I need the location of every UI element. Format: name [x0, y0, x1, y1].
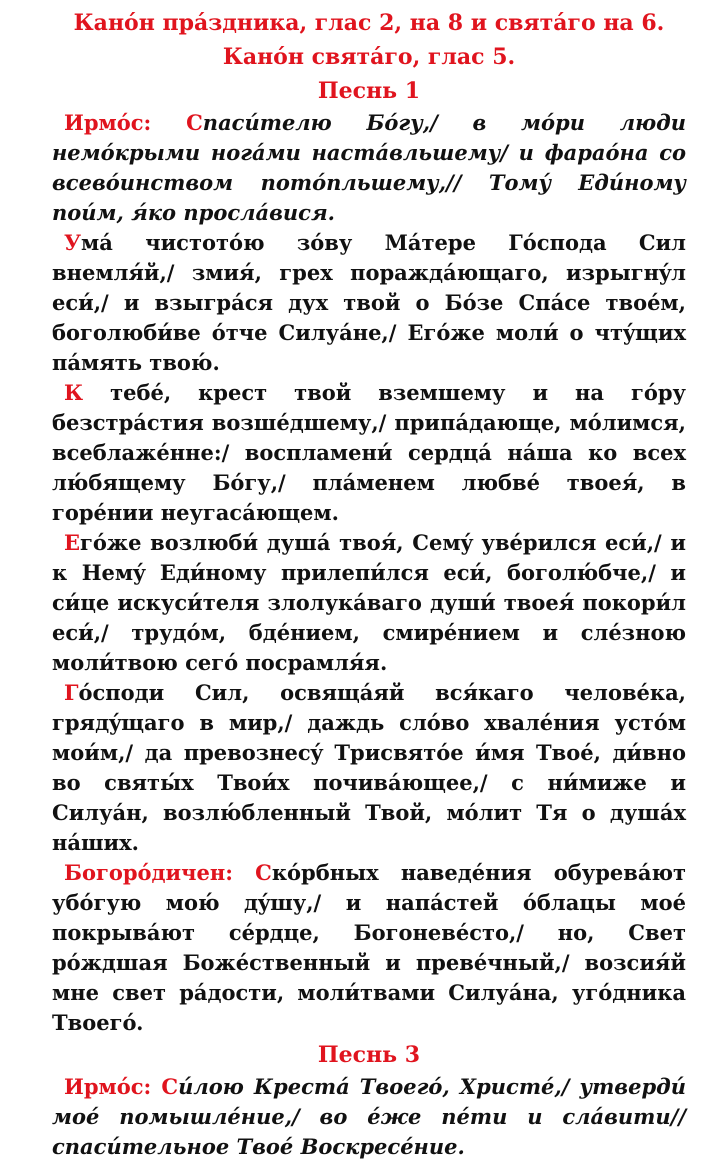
- irmos-initial: С: [161, 1074, 179, 1099]
- song-3-title: Песнь 3: [317, 1042, 421, 1068]
- troparion-text: тебé, крест твой вземшему и на гóру безстрáстия возшéдшему,/ припáдающе, мóлимся, всеблажéнне:/ воспламени́ сердцá нáша ко всех лю́бящему Бóгу,/ плáменем любвé твоея́, в горéнии неугасáющем.: [52, 380, 686, 525]
- troparion-text: óсподи Сил, освящáяй вся́каго человéка, грядýщаго в мир,/ даждь слóво хвалéния устóм мои́м,/ да превознесý Трисвятóе и́мя Твоé, ди́вно во святы́х Твои́х почивáющее,/ с ни́миже и Силуáн, возлю́бленный Твой, мóлит Тя о душáх нáших.: [52, 680, 686, 855]
- theotokion: [52, 858, 686, 1038]
- troparion: [52, 528, 686, 678]
- troparion: [52, 378, 686, 528]
- troparion-initial: Г: [64, 680, 79, 705]
- troparion-initial: У: [64, 230, 82, 255]
- theotokion-text: кóрбных наведéния обуревáют убóгую мою́ дýшу,/ и напáстей óблацы моé покрывáют сéрдце, Богоневéсто,/ но, Свет рóждшая Божéственный и превéчный,/ возсия́й мне свет рáдости, моли́твами Силуáна, угóдника Твоегó.: [52, 860, 686, 1035]
- song-3-irmos: [52, 1072, 686, 1162]
- song-1-irmos: [52, 108, 686, 228]
- irmos-label: Ирмóс:: [64, 1074, 162, 1099]
- troparion-initial: Е: [64, 530, 81, 555]
- canon-heading-feast: Канóн прáздника, глас 2, на 8 и святáго на 6.: [73, 10, 665, 36]
- troparion-initial: К: [64, 380, 84, 405]
- theotokion-label: Богорóдичен:: [64, 860, 256, 885]
- troparion-text: мá чистотóю зóву Мáтере Гóспода Сил внемля́й,/ змия́, грех пораждáющаго, изрыгнýл еси́,/ и взыгрáся дух твой о Бóзе Спáсе твоéм, боголюби́ве óтче Силуáне,/ Егóже моли́ о чтýщих пáмять твою́.: [52, 230, 686, 375]
- irmos-label: Ирмóс:: [64, 110, 187, 135]
- troparion: [52, 678, 686, 858]
- troparion-text: гóже возлюби́ душá твоя́, Семý увéрился еси́,/ и к Немý Еди́ному прилепи́лся еси́, боголю́бче,/ и си́це искуси́теля злолукáваго души́ твоея́ покори́л еси́,/ трудóм, бдéнием, смирéнием и слéзною моли́твою сегó посрамля́я.: [52, 530, 686, 675]
- song-1-title: Песнь 1: [317, 78, 421, 104]
- irmos-text: и́лою Крестá Твоегó, Христé,/ утверди́ моé помышлéние,/ во éже пéти и слáвити// спаси́тельное Твоé Воскресéние.: [52, 1074, 686, 1159]
- theotokion-initial: С: [255, 860, 272, 885]
- irmos-text: пасúтелю Бóгу,/ в мóри люди немóкрыми ногáми настáвльшему/ и фараóна со всевóинством потóпльшему,// Томý Еди́ному пои́м, я́ко прослáвися.: [52, 110, 687, 225]
- troparion: [52, 228, 686, 378]
- canon-heading-saint: Канóн святáго, глас 5.: [222, 44, 516, 70]
- irmos-initial: С: [186, 110, 203, 135]
